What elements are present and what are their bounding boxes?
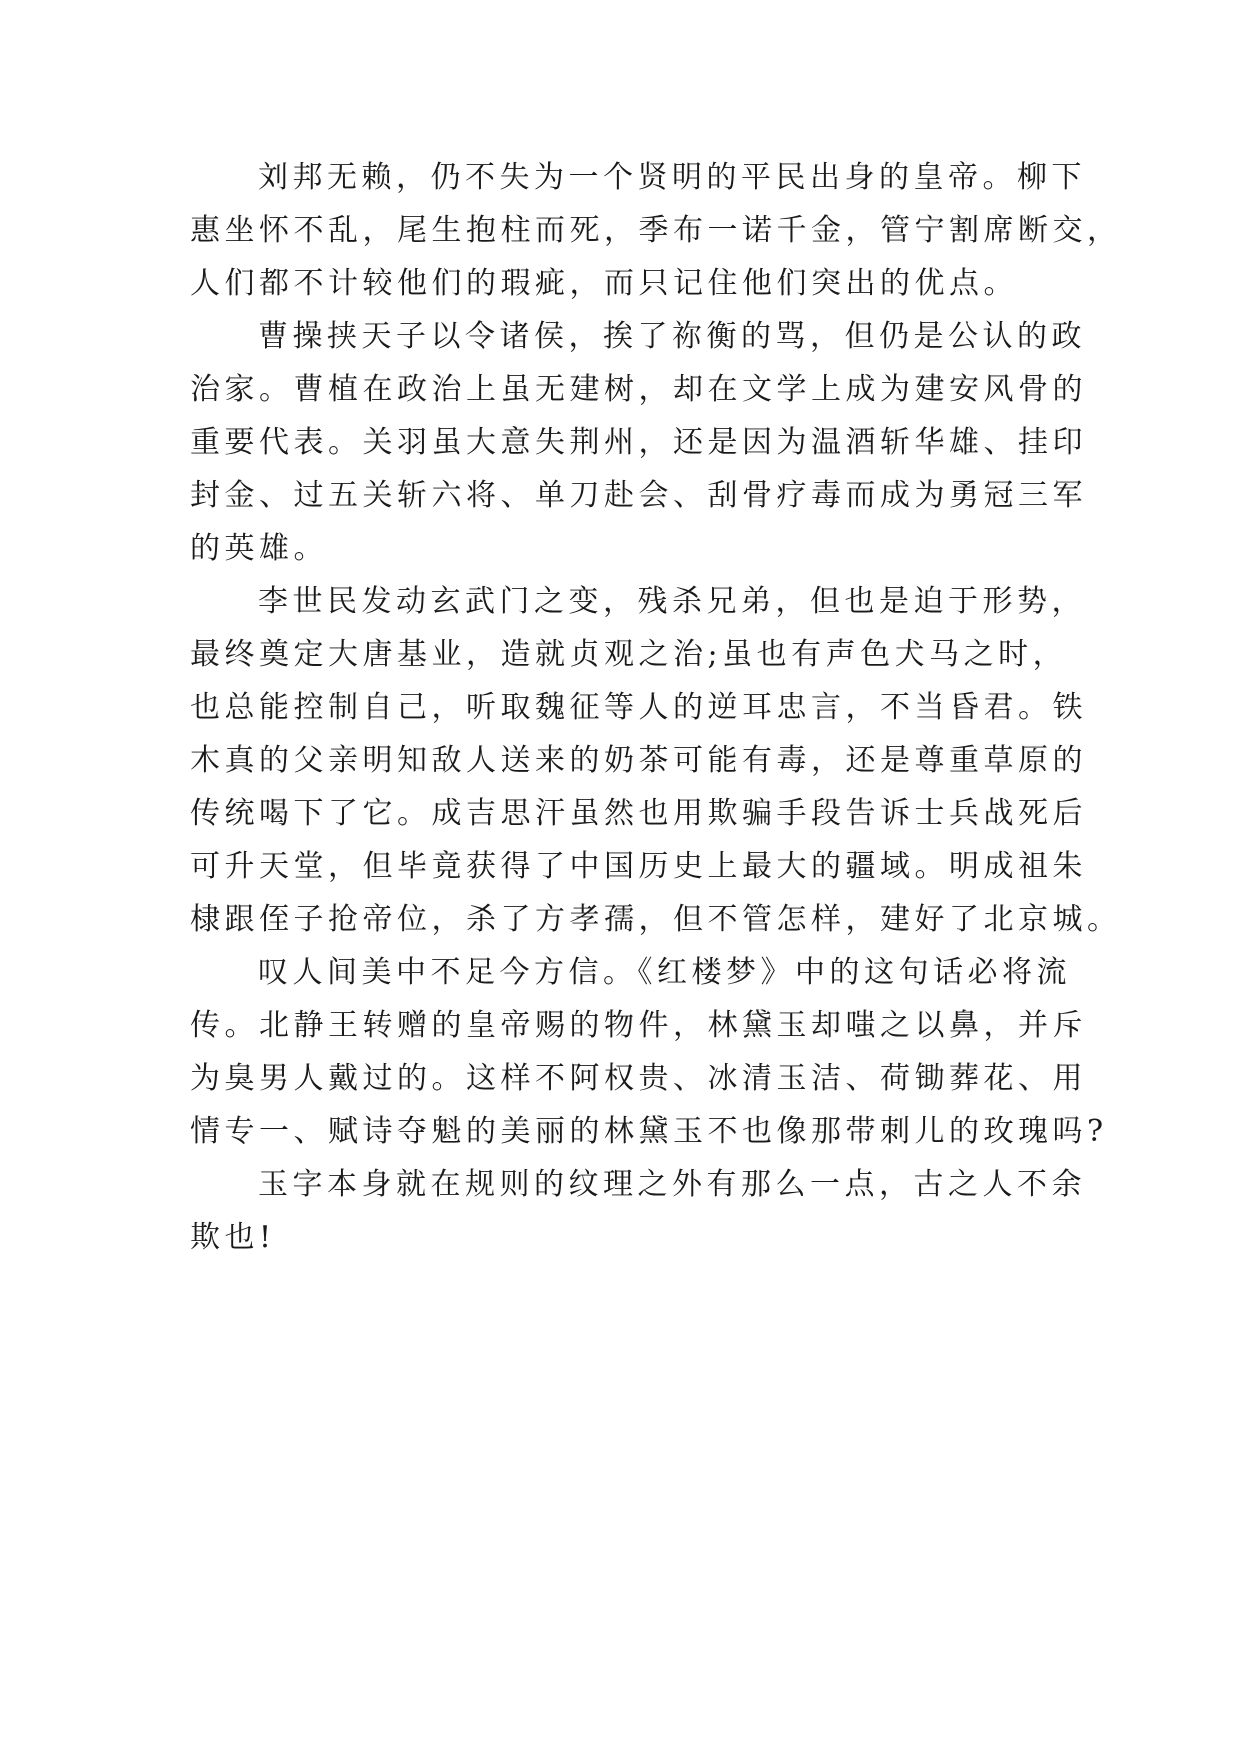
paragraph-3-line-1: 李世民发动玄武门之变，残杀兄弟，但也是迫于形势， — [258, 584, 1086, 619]
paragraph-4-line-1: 叹人间美中不足今方信。《红楼梦》中的这句话必将流 — [258, 955, 1071, 990]
paragraph-2-line-4: 封金、过五关斩六将、单刀赴会、刮骨疗毒而成为勇冠三军 — [190, 478, 1087, 513]
paragraph-5-line-1: 玉字本身就在规则的纹理之外有那么一点，古之人不余 — [258, 1167, 1086, 1202]
paragraph-3-line-3: 也总能控制自己，听取魏征等人的逆耳忠言，不当昏君。铁 — [190, 690, 1087, 725]
paragraph-3-line-7: 棣跟侄子抢帝位，杀了方孝孺，但不管怎样，建好了北京城。 — [190, 902, 1122, 937]
paragraph-2-line-1: 曹操挟天子以令诸侯，挨了祢衡的骂，但仍是公认的政 — [258, 319, 1086, 354]
paragraph-3-line-4: 木真的父亲明知敌人送来的奶茶可能有毒，还是尊重草原的 — [190, 743, 1087, 778]
paragraph-2-line-3: 重要代表。关羽虽大意失荆州，还是因为温酒斩华雄、挂印 — [190, 425, 1087, 460]
paragraph-1-line-3: 人们都不计较他们的瑕疵，而只记住他们突出的优点。 — [190, 266, 1018, 301]
paragraph-3-line-2: 最终奠定大唐基业，造就贞观之治;虽也有声色犬马之时， — [190, 637, 1068, 672]
paragraph-2-line-2: 治家。曹植在政治上虽无建树，却在文学上成为建安风骨的 — [190, 372, 1087, 407]
paragraph-2-line-5: 的英雄。 — [190, 531, 328, 566]
paragraph-4-line-4: 情专一、赋诗夺魁的美丽的林黛玉不也像那带刺儿的玫瑰吗? — [190, 1114, 1108, 1149]
paragraph-3-line-5: 传统喝下了它。成吉思汗虽然也用欺骗手段告诉士兵战死后 — [190, 796, 1087, 831]
paragraph-4-line-3: 为臭男人戴过的。这样不阿权贵、冰清玉洁、荷锄葬花、用 — [190, 1061, 1087, 1096]
paragraph-1-line-2: 惠坐怀不乱，尾生抱柱而死，季布一诺千金，管宁割席断交， — [190, 213, 1122, 248]
paragraph-3-line-6: 可升天堂，但毕竟获得了中国历史上最大的疆域。明成祖朱 — [190, 849, 1087, 884]
paragraph-1-line-1: 刘邦无赖，仍不失为一个贤明的平民出身的皇帝。柳下 — [258, 160, 1086, 195]
paragraph-5-line-2: 欺也! — [190, 1220, 276, 1255]
paragraph-4-line-2: 传。北静王转赠的皇帝赐的物件，林黛玉却嗤之以鼻，并斥 — [190, 1008, 1087, 1043]
